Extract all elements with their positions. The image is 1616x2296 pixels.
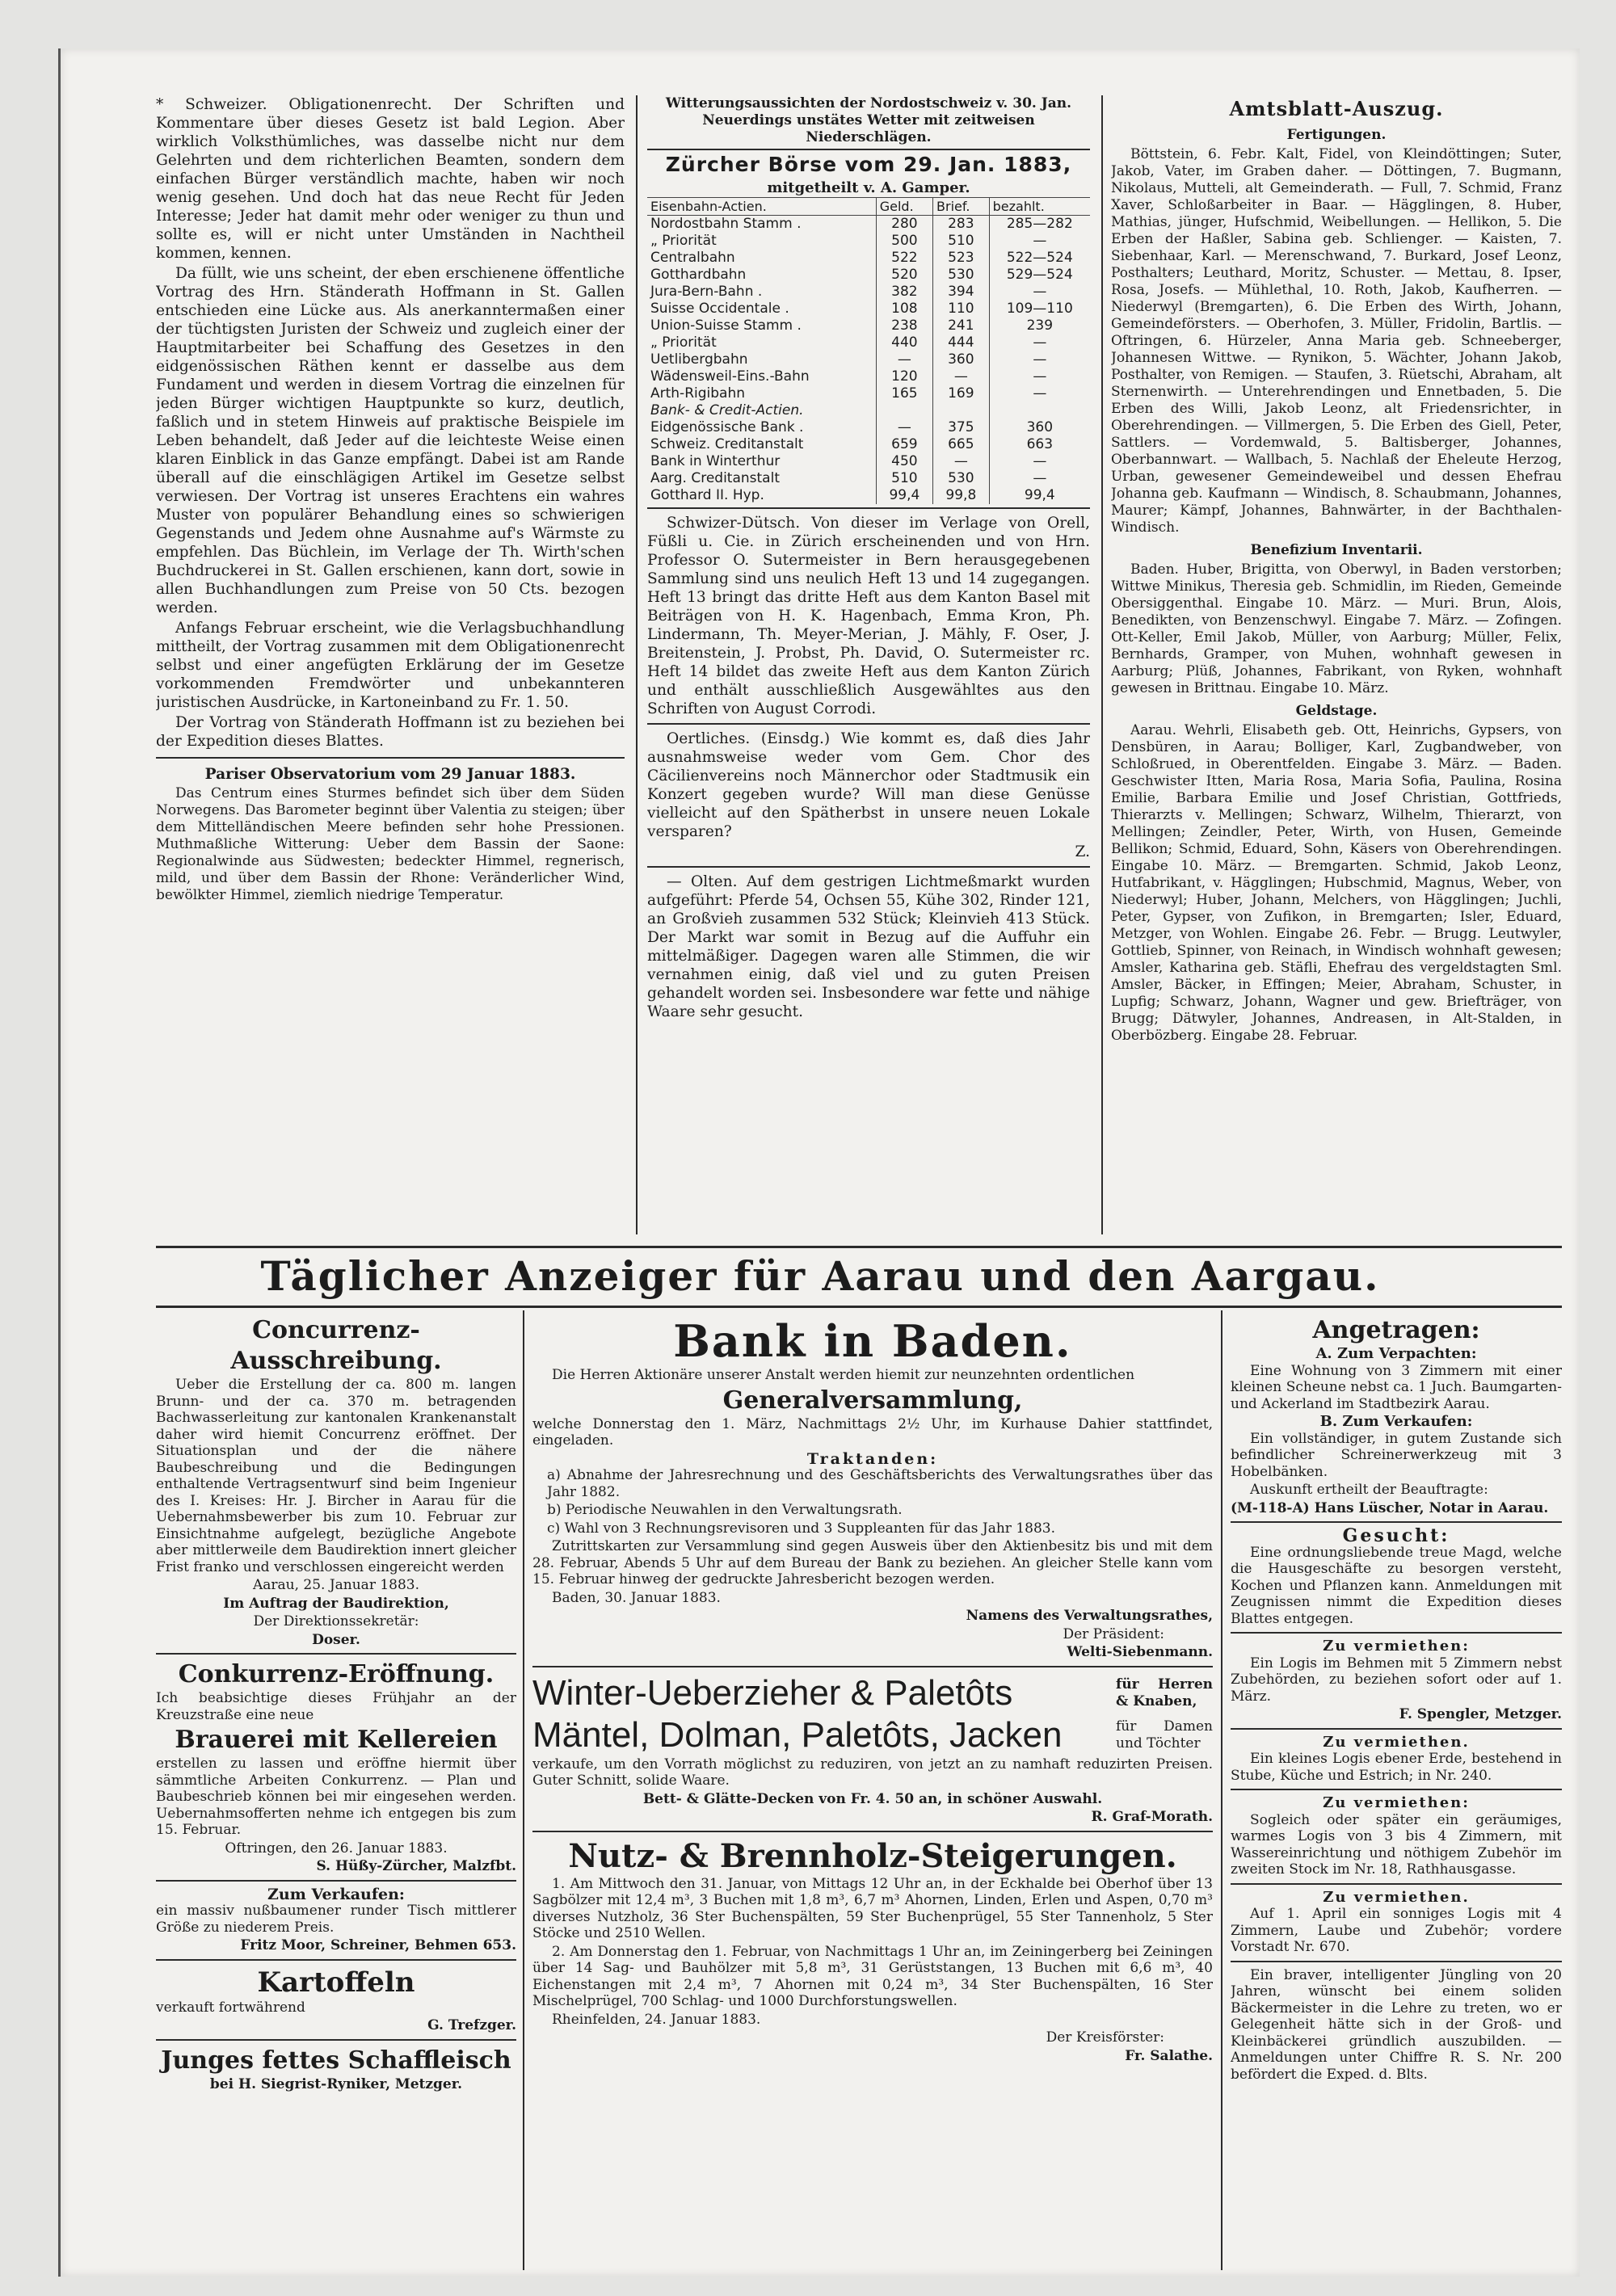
konkurrenz-text: erstellen zu lassen und eröffne hiermit über sämmtliche Arbeiten Conkurrenz. — Plan und Baubeschrieb können bei mir eingesehen werden. Uebernahmsofferten nehme ich entgegen bis zum 15. Februar. — [156, 1756, 516, 1838]
borse-header: Geld. — [876, 198, 932, 216]
schaffleisch-title: Junges fettes Schaffleisch — [161, 2046, 511, 2075]
newspaper-page — [58, 48, 1580, 2277]
kartoffeln-sig: G. Trefzger. — [427, 2017, 516, 2033]
winter-heading: Mäntel, Dolman, Paletôts, Jacken — [532, 1714, 1063, 1755]
holz-sig: Fr. Salathe. — [1125, 2047, 1213, 2064]
borse-header-row — [647, 198, 1090, 216]
concurrenz-date: Aarau, 25. Januar 1883. — [252, 1577, 420, 1593]
borse-row — [647, 453, 1090, 470]
bank-title: Bank in Baden. — [673, 1315, 1072, 1367]
borse-value: 510 — [876, 470, 932, 487]
verkaufen-sig: (M-118-A) Hans Lüscher, Notar in Aarau. — [1231, 1499, 1549, 1516]
ads-left-column — [156, 1315, 516, 2269]
traktanden-title: Traktanden: — [806, 1449, 939, 1468]
borse-security: „ Priorität — [647, 334, 876, 351]
borse-value: 360 — [1026, 419, 1054, 435]
borse-header: Eisenbahn-Actien. — [647, 198, 876, 216]
borse-security: Aarg. Creditanstalt — [647, 470, 876, 487]
borse-value: 280 — [876, 216, 932, 233]
oertliches-article: Oertliches. (Einsdg.) Wie kommt es, daß dies Jahr ausnahmsweise weder vom Gem. Chor des Cäcilienvereins noch Männerchor oder Stadtmusik ein Konzert gegeben wurde? Will man diese Genüsse vielleicht auf den Spätherbst in unsere neuen Lokale versparen? — [647, 730, 1090, 840]
borse-value: 109—110 — [1006, 301, 1073, 317]
borse-row — [647, 267, 1090, 284]
divider — [1231, 1632, 1562, 1634]
borse-row — [647, 351, 1090, 368]
verkaufen-title: B. Zum Verkaufen: — [1319, 1413, 1473, 1430]
borse-row — [647, 233, 1090, 250]
borse-security: Eidgenössische Bank . — [647, 419, 876, 436]
borse-header: Brief. — [933, 198, 990, 216]
divider — [1231, 1789, 1562, 1790]
borse-security: „ Priorität — [647, 233, 876, 250]
borse-value: 375 — [933, 419, 990, 436]
holz-item: 1. Am Mittwoch den 31. Januar, von Mittags 12 Uhr an, in der Eckhalde bei Oberhof über 13 Sagbölzer mit 12,4 m³, 3 Buchen mit 1,8 m³, 6,7 m³ Ahornen, Linden, Erlen und Aspen, 0,70 m³ diverses Nutzholz, 36 Ster Buchenspälten, 59 Ster Buchenprügel, 55 Ster Tannenholz, 5 Ster Stöcke und 2510 Wellen. — [532, 1875, 1213, 1941]
borse-value: 120 — [876, 368, 932, 385]
divider — [647, 507, 1090, 509]
verkauf-text: ein massiv nußbaumener runder Tisch mittlerer Größe zu niederem Preis. — [156, 1903, 516, 1936]
borse-value: — — [876, 419, 932, 436]
borse-value: — — [1033, 334, 1047, 351]
borse-section-row — [647, 402, 1090, 419]
borse-value: 99,4 — [876, 487, 932, 504]
borse-value: 520 — [876, 267, 932, 284]
borse-row — [647, 301, 1090, 317]
borse-row — [647, 317, 1090, 334]
winter-target: für Herren & Knaben, — [1116, 1676, 1213, 1709]
borse-header: bezahlt. — [989, 198, 1090, 216]
article-paragraph: Da füllt, wie uns scheint, der eben erschienene öffentliche Vortrag des Hrn. Ständerath Hoffmann in St. Gallen entschieden eine Lücke aus. Als anerkanntermaßen einer der tüchtigsten Juristen der Schweiz und zugleich einer der Hauptmitarbeiter bei Schaffung des Gesetzes in den eidgenössischen Räthen kennt er dasselbe aus dem Fundament und werden in diesem Vortrag die einzelnen für jeden Bürger wichtigen Hauptpunkte so kurz, deutlich, faßlich und in stetem Hinweis auf praktische Beispiele im Leben behandelt, daß Jeder auf die leichteste Weise einen klaren Einblick in das Ganze empfängt. Dabei ist am Rande überall auf die einschlägigen Artikel im Gesetze selbst verwiesen. Der Vortrag ist unseres Erachtens ein wahres Muster von populärer Behandlung eines so schwierigen Gegenstands und Jedem ohne Ausnahme auf's Wärmste zu empfehlen. Das Büchlein, im Verlage der Th. Wirth'schen Buchdruckerei in St. Gallen erschienen, kann dort, sowie in allen Buchhandlungen zum Preise von 50 Cts. bezogen werden. — [156, 265, 625, 616]
schaffleisch-text: bei H. Siegrist-Ryniker, Metzger. — [209, 2075, 463, 2092]
borse-value: — — [1033, 470, 1047, 486]
ads-middle-column — [532, 1315, 1213, 2269]
borse-value: 360 — [933, 351, 990, 368]
oertliches-signature: Z. — [1075, 843, 1090, 860]
amtsblatt-title: Amtsblatt-Auszug. — [1229, 97, 1444, 120]
traktandum: b) Periodische Neuwahlen in den Verwaltungsrath. — [547, 1502, 903, 1518]
borse-security: Wädensweil-Eins.-Bahn — [647, 368, 876, 385]
borse-section-label: Bank- & Credit-Actien. — [647, 402, 876, 419]
borse-value: 283 — [933, 216, 990, 233]
borse-value: 239 — [1026, 317, 1054, 334]
lehrling-text: Ein braver, intelligenter Jüngling von 20 Jahren, wünscht bei einem soliden Bäckermeister in die Lehre zu treten, wo er Gelegenheit hätte sich in der Groß- und Kleinbäckerei gründlich auszubilden. — Anmeldungen unter Chiffre R. S. Nr. 200 befördert die Exped. d. Blts. — [1231, 1966, 1562, 2083]
borse-value: — — [876, 351, 932, 368]
kartoffeln-title: Kartoffeln — [257, 1966, 415, 1999]
divider — [1231, 1728, 1562, 1730]
borse-security: Union-Suisse Stamm . — [647, 317, 876, 334]
concurrenz-sig: Doser. — [312, 1631, 360, 1648]
borse-row — [647, 470, 1090, 487]
borse-value: 169 — [933, 385, 990, 402]
borse-value: 285—282 — [1006, 216, 1073, 232]
borse-value: — — [933, 368, 990, 385]
winter-heading: Winter-Ueberzieher & Paletôts — [532, 1672, 1013, 1713]
bank-date: Baden, 30. Januar 1883. — [552, 1589, 721, 1606]
borse-security: Bank in Winterthur — [647, 453, 876, 470]
borse-security: Gotthard II. Hyp. — [647, 487, 876, 504]
borse-value: 530 — [933, 267, 990, 284]
holz-item: 2. Am Donnerstag den 1. Februar, von Nachmittags 1 Uhr an, im Zeiningerberg bei Zeiningen über 14 Sag- und Bauhölzer mit 5,8 m³, 31 Gerüststangen, 13 Buchen mit 6,6 m³, 40 Eichenstangen mit 2,4 m³, 7 Ahornen mit 0,24 m³, 34 Ster Buchenspälten, 16 Ster Mischelprügel, 700 Schlag- und 1000 Durchforstungswellen. — [532, 1943, 1213, 2009]
borse-row — [647, 334, 1090, 351]
bank-intro: Die Herren Aktionäre unserer Anstalt werden hiemit zur neunzehnten ordentlichen — [552, 1367, 1135, 1383]
divider — [532, 1666, 1213, 1667]
divider — [156, 1653, 516, 1655]
borse-value: 663 — [1026, 436, 1054, 452]
borse-value: 450 — [876, 453, 932, 470]
borse-value: 382 — [876, 284, 932, 301]
angetragen-title: Angetragen: — [1312, 1316, 1480, 1344]
winter-text: verkaufe, um den Vorrath möglichst zu reduziren, von jetzt an zu namhaft reduzirten Preisen. Guter Schnitt, solide Waare. — [532, 1756, 1213, 1789]
divider — [156, 1959, 516, 1961]
winter-target: für Damen und Töchter — [1116, 1718, 1213, 1751]
geldstage-text: Aarau. Wehrli, Elisabeth geb. Ott, Heinrichs, Gypsers, von Densbüren, in Aarau; Bolliger, Karl, Zugbandweber, von Schloßrued, in Oberentfelden. Eingabe 3. März. — Baden. Geschwister Itten, Maria Rosa, Maria Sofia, Paulina, Rosina Emilie, Barbara Emilie und Josef Christian, Gottfrieds, Thierarzts v. Mellingen; Schwarz, Wilhelm, Thierarzt, von Mellingen; Zeindler, Peter, Wirth, von Husen, Gemeinde Bellikon; Schmid, Eduard, Sohn, Käsers von Oberehrendingen. Eingabe 10. März. — Bremgarten. Schmid, Jakob Leonz, Hutfabrikant, v. Hägglingen; Hubschmid, Magnus, Weber, von Niederwyl; Huber, Johann, Melchers, von Hägglingen; Juchli, Peter, Gypser, von Zufikon, in Bremgarten; Isler, Eduard, Metzger, von Wohlen. Eingabe 26. Febr. — Brugg. Leutwyler, Gottlieb, Spinner, von Reinach, in Windisch wohnhaft gewesen; Amsler, Katharina geb. Stäfli, Ehefrau des vergeldstagten Sml. Amsler, Bäcker, in Effingen; Meier, Abraham, Schuster, in Lupfig; Schwarz, Johann, Wagner und gew. Briefträger, von Brugg; Dätwyler, Johannes, Andreasen, in Alt-Stalden, in Oberbözberg. Eingabe 28. Februar. — [1111, 722, 1562, 1044]
column-2 — [647, 95, 1090, 1243]
gesucht-text: Eine ordnungsliebende treue Magd, welche die Hausgeschäfte zu besorgen versteht, Kochen und Pflanzen kann. Anmeldungen mit Zeugnissen nimmt die Expedition dieses Blattes entgegen. — [1231, 1544, 1562, 1627]
winter-sig: R. Graf-Morath. — [1091, 1809, 1213, 1825]
borse-security: Centralbahn — [647, 250, 876, 267]
borse-value: 659 — [876, 436, 932, 453]
gesucht-title: Gesucht: — [1342, 1525, 1450, 1546]
vermiethen-text: Ein Logis im Behmen mit 5 Zimmern nebst Zubehörden, zu beziehen sofort oder auf 1. März. — [1231, 1655, 1562, 1705]
winter-line-2 — [532, 1714, 1213, 1756]
borse-row — [647, 216, 1090, 233]
vermiethen-title: Zu vermiethen. — [1323, 1888, 1470, 1906]
borse-value: — — [1033, 284, 1047, 300]
column-rule — [1101, 95, 1103, 1234]
column-rule — [1221, 1310, 1223, 2270]
kartoffeln-text: verkauft fortwährend — [156, 1999, 305, 2016]
generalversammlung-heading: Generalversammlung, — [722, 1386, 1023, 1415]
article-paragraph: Der Vortrag von Ständerath Hoffmann ist zu beziehen bei der Expedition dieses Blattes. — [156, 714, 625, 750]
bank-signature: Welti-Siebenmann. — [1067, 1644, 1213, 1660]
winter-line: Bett- & Glätte-Decken von Fr. 4. 50 an, in schöner Auswahl. — [642, 1790, 1103, 1807]
borse-value: 165 — [876, 385, 932, 402]
vermiethen-text: Sogleich oder später ein geräumiges, warmes Logis von 3 bis 4 Zimmern, mit Wassereinrichtung und nöthigem Zubehör im zweiten Stock im Nr. 18, Rathhausgasse. — [1231, 1811, 1562, 1878]
borse-value: — — [1033, 385, 1047, 402]
borse-value: 110 — [933, 301, 990, 317]
winter-line-1 — [532, 1672, 1213, 1714]
geldstage-title: Geldstage. — [1295, 703, 1378, 719]
borse-row — [647, 368, 1090, 385]
borse-row — [647, 250, 1090, 267]
borse-value: 530 — [933, 470, 990, 487]
holz-title: Nutz- & Brennholz-Steigerungen. — [568, 1836, 1177, 1875]
observatory-title: Pariser Observatorium vom 29 Januar 1883. — [204, 766, 576, 783]
verkauf-sig: Fritz Moor, Schreiner, Behmen 653. — [240, 1937, 516, 1953]
borse-value: 238 — [876, 317, 932, 334]
borse-value: 440 — [876, 334, 932, 351]
column-rule — [523, 1310, 524, 2270]
borse-value: 523 — [933, 250, 990, 267]
borse-value: 510 — [933, 233, 990, 250]
borse-value: 500 — [876, 233, 932, 250]
borse-security: Schweiz. Creditanstalt — [647, 436, 876, 453]
bank-signature: Der Präsident: — [1063, 1625, 1164, 1642]
holz-sig: Der Kreisförster: — [1046, 2029, 1164, 2046]
borse-security: Nordostbahn Stamm . — [647, 216, 876, 233]
divider — [647, 723, 1090, 725]
verpachten-title: A. Zum Verpachten: — [1315, 1345, 1477, 1362]
fertigungen-title: Fertigungen. — [1286, 127, 1387, 143]
borse-security: Uetlibergbahn — [647, 351, 876, 368]
borse-title: Zürcher Börse vom 29. Jan. 1883, — [665, 153, 1072, 176]
bank-when: welche Donnerstag den 1. März, Nachmittags 2½ Uhr, im Kurhause Dahier stattfindet, eingeladen. — [532, 1415, 1213, 1449]
banner-rule-bottom — [156, 1306, 1562, 1308]
vermiethen-title: Zu vermiethen: — [1323, 1638, 1470, 1655]
borse-row — [647, 487, 1090, 504]
verkauf-title: Zum Verkaufen: — [267, 1885, 405, 1903]
divider — [1231, 1521, 1562, 1523]
verkaufen-text: Ein vollständiger, in gutem Zustande sich befindlicher Schreinerwerkzeug mit 3 Hobelbänken. — [1231, 1430, 1562, 1480]
borse-security: Jura-Bern-Bahn . — [647, 284, 876, 301]
fertigungen-text: Böttstein, 6. Febr. Kalt, Fidel, von Kleindöttingen; Suter, Jakob, Vater, im Graben daher. — Döttingen, 7. Bugmann, Nikolaus, Mutteli, alt Gemeinderath. — Full, 7. Schmid, Franz Xaver, Schloßarbeiter in Baar. — Hägglingen, 8. Huber, Mathias, jünger, Hufschmid, Weibellungen. — Hellikon, 5. Die Erben der Haßler, Sabina geb. Schlienger. — Kaisten, 7. Siebenhaar, Karl. — Merenschwand, 7. Burkard, Josef Leonz, Posthalters; Leuthard, Moritz, Schuster. — Mettau, 8. Ipser, Rosa, Josefs. — Mühlethal, 10. Roth, Jakob, Kaufherren. — Niederwyl (Bremgarten), 6. Die Erben des Wirth, Johann, Gemeindeförsters. — Oberhofen, 3. Müller, Fridolin, Bartlis. — Oftringen, 6. Hürzeler, Anna Maria geb. Schneeberger, Johannesen Wittwe. — Rynikon, 5. Wächter, Johann Jakob, Posthalter, von Remigen. — Staufen, 3. Rüetschi, Abraham, alt Sternenwirth. — Unterehrendingen und Ennetbaden, 5. Die Erben des Willi, Jakob Leonz, alt Friedensrichter, in Oberehrendingen. — Villmergen, 5. Die Erben des Giell, Peter, Sattlers. — Vordemwald, 5. Baltisberger, Johannes, Oberbannwart. — Wallbach, 5. Nachlaß der Eheleute Herzog, Urban, gewesener Gemeindeweibel und dessen Ehefrau Johanna geb. Kaufmann — Windisch, 8. Schaubmann, Johannes, Maurer; Kämpf, Johannes, Bahnwärter, in der Bachthalen-Windisch. — [1111, 146, 1562, 536]
schwizer-article: Schwizer-Dütsch. Von dieser im Verlage von Orell, Füßli u. Cie. in Zürich erscheinenden und von Hrn. Professor O. Sutermeister in Bern herausgegebenen Sammlung sind uns neulich Heft 13 und 14 zugegangen. Heft 13 bringt das dritte Heft aus dem Kanton Basel mit Beiträgen von H. K. Hagenbach, Emma Kron, Ph. Lindermann, Th. Meyer-Merian, J. Mähly, F. Oser, J. Breitenstein, J. Probst, Ph. David, O. Sutermeister rc. Heft 14 bildet das zweite Heft aus dem Kanton Zürich und enthält ausschließlich Ausgewähltes aus den Schriften von August Corrodi. — [647, 515, 1090, 717]
borse-security: Gotthardbahn — [647, 267, 876, 284]
concurrenz-title: Concurrenz-Ausschreibung. — [230, 1316, 442, 1375]
anzeiger-banner: Täglicher Anzeiger für Aarau und den Aargau. — [260, 1252, 1380, 1300]
borse-row — [647, 284, 1090, 301]
traktandum: a) Abnahme der Jahresrechnung und des Geschäftsberichts des Verwaltungsrathes über das Jahr 1882. — [547, 1467, 1213, 1500]
borse-value: — — [1033, 368, 1047, 385]
vermiethen-title: Zu vermiethen. — [1323, 1733, 1470, 1751]
konkurrenz-title: Conkurrenz-Eröffnung. — [178, 1660, 494, 1688]
borse-value: — — [1033, 453, 1047, 469]
vermiethen-text: Auf 1. April ein sonniges Logis mit 4 Zimmern, Laube und Zubehör; vordere Vorstadt Nr. 670. — [1231, 1906, 1562, 1955]
borse-value: — — [933, 453, 990, 470]
column-rule — [636, 95, 638, 1234]
borse-value: 665 — [933, 436, 990, 453]
vermiethen-text: Ein kleines Logis ebener Erde, bestehend in Stube, Küche und Estrich; in Nr. 240. — [1231, 1751, 1562, 1784]
article-paragraph: Anfangs Februar erscheint, wie die Verlagsbuchhandlung mittheilt, der Vortrag zusammen mit dem Obligationenrecht selbst und einer angefügten Erklärung der im Gesetze vorkommenden Fremdwörter und unbekannteren juristischen Ausdrücke, in Kartoneinband zu Fr. 1. 50. — [156, 620, 625, 711]
konkurrenz-date: Oftringen, den 26. Januar 1883. — [225, 1840, 448, 1857]
divider — [647, 866, 1090, 868]
observatory-text: Das Centrum eines Sturmes befindet sich über dem Süden Norwegens. Das Barometer beginnt über Valentia zu steigen; über dem Mittelländischen Meere befinden sehr hohe Pressionen. Muthmaßliche Witterung: Ueber dem Bassin der Saone: Regionalwinde aus Südwesten; bedeckter Himmel, regnerisch, mild, und über dem Bassin der Rhone: Veränderlicher Wind, bewölkter Himmel, ziemlich niedrige Temperatur. — [156, 785, 625, 903]
borse-value: 522 — [876, 250, 932, 267]
borse-value: 529—524 — [1006, 267, 1073, 283]
traktandum: c) Wahl von 3 Rechnungsrevisoren und 3 Suppleanten für das Jahr 1883. — [547, 1520, 1055, 1537]
concurrenz-sig: Im Auftrag der Baudirektion, — [223, 1595, 449, 1612]
borse-table — [647, 197, 1090, 504]
vermiethen-title: Zu vermiethen: — [1323, 1794, 1470, 1811]
borse-row — [647, 385, 1090, 402]
borse-value: 522—524 — [1006, 250, 1073, 266]
verkaufen-text: Auskunft ertheilt der Beauftragte: — [1250, 1482, 1488, 1498]
borse-security: Arth-Rigibahn — [647, 385, 876, 402]
column-1 — [156, 95, 625, 1243]
borse-value: 99,8 — [933, 487, 990, 504]
borse-subtitle: mitgetheilt v. A. Gamper. — [767, 179, 970, 196]
konkurrenz-sig: S. Hüßy-Zürcher, Malzfbt. — [316, 1858, 516, 1874]
divider — [647, 149, 1090, 150]
borse-row — [647, 436, 1090, 453]
divider — [532, 1831, 1213, 1832]
concurrenz-text: Ueber die Erstellung der ca. 800 m. langen Brunn- und der ca. 370 m. betragenden Bachwasserleitung zur kantonalen Krankenanstalt daher wird hiemit Concurrenz eröffnet. Der Situationsplan und der die nähere Baubeschreibung und die Bedingungen enthaltende Vertragsentwurf sind beim Ingenieur des I. Kreises: Hr. J. Bircher in Aarau für die Uebernahmsbewerber bis zum 10. Februar zur Einsichtnahme aufgelegt, bezügliche Angebote aber mittlerweile dem Baudirektion innert gleicher Frist franko und verschlossen eingereicht werden — [156, 1377, 516, 1575]
borse-security: Suisse Occidentale . — [647, 301, 876, 317]
borse-value: — — [1033, 351, 1047, 368]
divider — [1231, 1961, 1562, 1962]
divider — [1231, 1883, 1562, 1885]
divider — [156, 1880, 516, 1882]
borse-value: 108 — [876, 301, 932, 317]
holz-date: Rheinfelden, 24. Januar 1883. — [552, 2011, 761, 2028]
zutritt-text: Zutrittskarten zur Versammlung sind gegen Ausweis über den Aktienbesitz bis und mit dem 28. Februar, Abends 5 Uhr auf dem Bureau der Bank zu beziehen. An gleicher Stelle kann vom 15. Februar hinweg der gedruckte Jahresbericht bezogen werden. — [532, 1538, 1213, 1587]
borse-value: 394 — [933, 284, 990, 301]
benefizium-title: Benefizium Inventarii. — [1250, 542, 1423, 558]
concurrenz-sig: Der Direktionssekretär: — [253, 1613, 419, 1629]
divider — [156, 2039, 516, 2041]
olten-article: — Olten. Auf dem gestrigen Lichtmeßmarkt wurden aufgeführt: Pferde 54, Ochsen 55, Kühe 302, Rinder 121, an Großvieh zusammen 532 Stück; Kleinvieh 413 Stück. Der Markt war somit in Bezug auf die Auffuhr ein mittelmäßiger. Dagegen waren alle Stimmen, die wir vernahmen einig, daß viel und zu guten Preisen gehandelt worden sei. Insbesondere war fette und nähige Waare sehr gesucht. — [647, 873, 1090, 1020]
borse-value: 241 — [933, 317, 990, 334]
borse-value: 444 — [933, 334, 990, 351]
column-3 — [1111, 95, 1562, 1243]
divider — [156, 757, 625, 759]
vermiethen-sig: F. Spengler, Metzger. — [1399, 1706, 1562, 1722]
verpachten-text: Eine Wohnung von 3 Zimmern mit einer kleinen Scheune nebst ca. 1 Juch. Baumgarten- und Ackerland im Stadtbezirk Aarau. — [1231, 1362, 1562, 1412]
borse-value: — — [1033, 233, 1047, 249]
article-paragraph: * Schweizer. Obligationenrecht. Der Schriften und Kommentare über dieses Gesetz ist bald Legion. Aber wirklich Volksthümliches, was dasselbe nicht nur dem Gelehrten und dem richterlichen Beamten, sondern dem einfachen Bürger verständlich machte, haben wir noch wenig gesehen. Und doch hat das neue Recht für Jeden Interesse; Jeder hat damit mehr oder weniger zu thun und sollte es, will er nicht unter Umständen in Nachtheil kommen, kennen. — [156, 96, 625, 262]
borse-row — [647, 419, 1090, 436]
bank-signature: Namens des Verwaltungsrathes, — [966, 1608, 1213, 1624]
brauerei-heading: Brauerei mit Kellereien — [175, 1726, 498, 1754]
ads-right-column — [1231, 1315, 1562, 2269]
borse-value: 99,4 — [1024, 487, 1055, 503]
benefizium-text: Baden. Huber, Brigitta, von Oberwyl, in Baden verstorben; Wittwe Minikus, Theresia geb. Schmidlin, im Rieden, Gemeinde Obersiggenthal. Eingabe 10. März. — Muri. Brun, Alois, Benedikten, von Benzenschwyl. Eingabe 7. März. — Zofingen. Ott-Keller, Emil Jakob, Müller, von Aarburg; Müller, Felix, Bernhards, Gramper, von Muhen, wohnhaft gewesen in Aarburg; Plüß, Johannes, Fabrikant, von Ryken, wohnhaft gewesen in Brittnau. Eingabe 10. März. — [1111, 561, 1562, 696]
konkurrenz-text: Ich beabsichtige dieses Frühjahr an der Kreuzstraße eine neue — [156, 1690, 516, 1723]
banner-rule-top — [156, 1246, 1562, 1248]
weather-forecast: Witterungsaussichten der Nordostschweiz v. 30. Jan. Neuerdings unstätes Wetter mit zeitweisen Niederschlägen. — [665, 95, 1072, 145]
